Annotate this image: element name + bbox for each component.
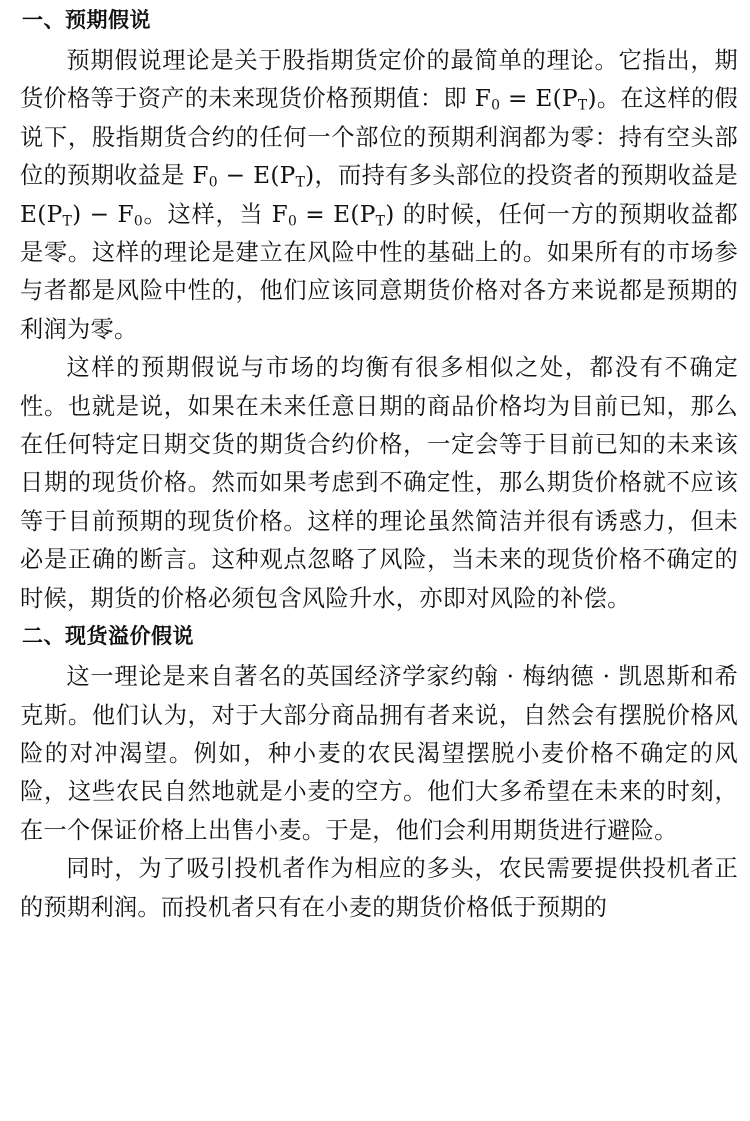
text-run: 。这样，当 F: [143, 200, 288, 228]
subscript: 0: [133, 213, 144, 230]
section-2-heading: 二、现货溢价假说: [22, 624, 194, 649]
document-page: [20, 6, 738, 927]
subscript: 0: [491, 97, 501, 114]
section-2-paragraph-1: 这一理论是来自著名的英国经济学家约翰 · 梅纳德 · 凯恩斯和希克斯。他们认为，对于大部分商品拥有者来说，自然会有摆脱价格风险的对冲渴望。例如，种小麦的农民渴望摆脱小麦价格不确定的风险，这些农民自然地就是小麦的空方。他们大多希望在未来的时刻，在一个保证价格上出售小麦。于是，他们会利用期货进行避险。: [20, 663, 738, 844]
section-1-paragraph-2: 这样的预期假说与市场的均衡有很多相似之处，都没有不确定性。也就是说，如果在未来任意日期的商品价格均为目前已知，那么在任何特定日期交货的期货合约价格，一定会等于目前已知的未来该日期的现货价格。然而如果考虑到不确定性，那么期货价格就不应该等于目前预期的现货价格。这样的理论虽然简洁并很有诱惑力，但未必是正确的断言。这种观点忽略了风险，当未来的现货价格不确定的时候，期货的价格必须包含风险升水，亦即对风险的补偿。: [20, 354, 738, 612]
text-run: ) − F: [72, 200, 134, 228]
subscript: 0: [287, 213, 298, 230]
text-run: ) 的时候，任何一方的预期收益都是零。这样的理论是建立在风险中性的基础上的。如果所有的市场参与者都是风险中性的，他们应该同意期货价格对各方来说都是预期的利润为零。: [20, 200, 739, 343]
subscript: 0: [208, 174, 218, 191]
subscript: T: [295, 174, 306, 191]
text-run: )。在这样的假说下，股指期货合约的任何一个部位的预期利润都为零：持有空头部位的预期收益是 F: [20, 85, 738, 190]
subscript: T: [577, 97, 588, 114]
section-1-heading: 一、预期假说: [22, 8, 151, 32]
section-2-paragraph-2: 同时，为了吸引投机者作为相应的多头，农民需要提供投机者正的预期利润。而投机者只有在小麦的期货价格低于预期的: [20, 855, 738, 921]
text-run: )，而持有多头部位的投资者的预期收益是 E(P: [20, 162, 738, 228]
section-1-paragraph-1: [20, 42, 738, 349]
subscript: T: [375, 213, 386, 230]
text-run: − E(P: [217, 162, 296, 190]
subscript: T: [62, 213, 73, 230]
text-run: 预期假说理论是关于股指期货定价的最简单的理论。它指出，期货价格等于资产的未来现货价格预期值：即 F: [20, 47, 738, 113]
text-run: = E(P: [297, 200, 376, 228]
text-run: = E(P: [500, 85, 578, 113]
